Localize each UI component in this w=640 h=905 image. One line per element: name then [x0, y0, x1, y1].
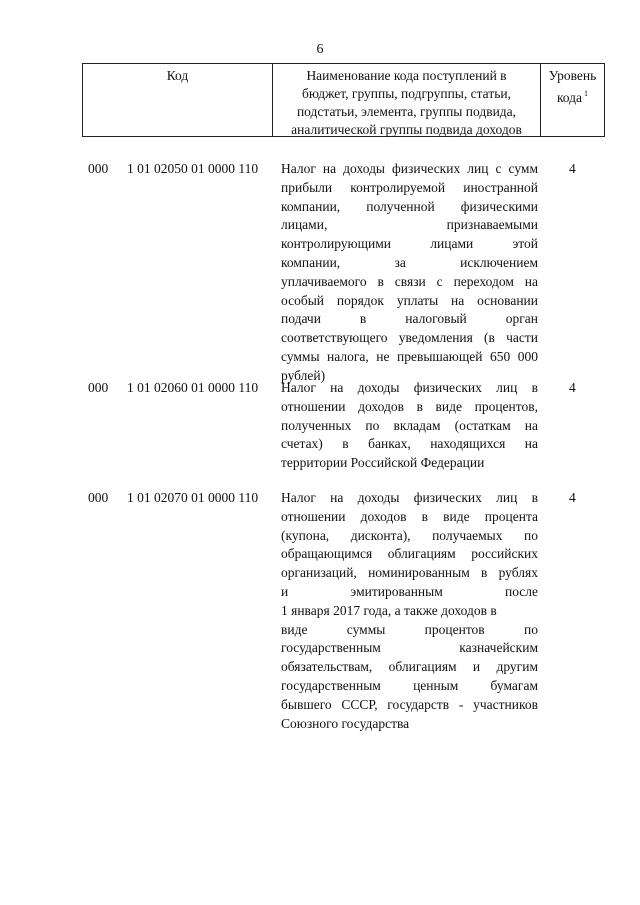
income-name-line: и эмитированным после: [281, 583, 538, 599]
income-name-line: полученных по вкладам (остаткам на: [281, 417, 538, 433]
income-name-line: бывшего СССР, государств - участников: [281, 696, 538, 712]
income-name-line: контролирующими лицами этой: [281, 236, 538, 252]
header-level-cell: [541, 64, 604, 136]
income-name-line: государственным казначейским: [281, 640, 538, 656]
header-code-cell: [83, 64, 273, 136]
table-header: [82, 63, 605, 137]
income-name-line: (купона, дисконта), получаемых по: [281, 527, 538, 543]
income-name-line: государственным ценным бумагам: [281, 677, 538, 693]
header-code-label: Код: [166, 68, 189, 83]
header-name-line: подстатьи, элемента, группы подвида,: [296, 104, 517, 119]
level-code: 4: [569, 490, 576, 505]
income-name-line: лицами, признаваемыми: [281, 217, 538, 233]
income-name-line: Союзного государства: [281, 715, 410, 731]
admin-code: 000: [88, 161, 109, 176]
income-name: [281, 489, 538, 733]
header-name-line: аналитической группы подвида доходов: [291, 122, 522, 137]
page-number: 6: [316, 42, 324, 57]
income-name-line: Налог на доходы физических лиц в: [281, 490, 538, 505]
level-code: 4: [569, 161, 576, 176]
income-name-line: Налог на доходы физических лиц в: [281, 380, 538, 395]
income-code: 1 01 02070 01 0000 110: [127, 490, 259, 505]
income-code: 1 01 02050 01 0000 110: [127, 161, 259, 176]
income-name-line: подачи в налоговый орган: [281, 311, 538, 327]
income-name-line: компании, за исключением: [281, 254, 538, 270]
income-name: [281, 160, 538, 386]
income-name-line: 1 января 2017 года, а также доходов в: [281, 602, 497, 618]
income-name-line: счетах) в банках, находящихся на: [281, 436, 538, 452]
header-name-line: бюджет, группы, подгруппы, статьи,: [302, 86, 511, 101]
income-name-line: компании, полученной физическими: [281, 198, 538, 214]
header-level-line2: кода: [556, 90, 583, 105]
admin-code: 000: [88, 490, 109, 505]
income-name-line: прибыли контролируемой иностранной: [281, 179, 538, 195]
header-name-cell: [273, 64, 541, 136]
income-name-line: обязательствам, облигациям и другим: [281, 659, 538, 675]
income-name-line: территории Российской Федерации: [281, 455, 485, 471]
income-name-line: соответствующего уведомления (в части: [281, 330, 538, 346]
income-name-line: уплачиваемого в связи с переходом на: [281, 273, 538, 289]
income-name-line: особый порядок уплаты на основании: [281, 292, 538, 308]
header-level-line1: Уровень: [548, 68, 597, 83]
level-code: 4: [569, 380, 576, 395]
income-name-line: рублей): [281, 367, 326, 383]
income-name: [281, 379, 538, 473]
income-name-line: обращающимся облигациям российских: [281, 546, 538, 562]
header-level-footnote: 1: [584, 89, 589, 98]
income-name-line: суммы налога, не превышающей 650 000: [281, 348, 538, 364]
admin-code: 000: [88, 380, 109, 395]
income-name-line: Налог на доходы физических лиц с сумм: [281, 161, 538, 176]
header-name-line: Наименование кода поступлений в: [306, 68, 507, 83]
income-name-line: виде суммы процентов по: [281, 621, 538, 637]
income-name-line: отношении доходов в виде процентов,: [281, 398, 538, 414]
income-name-line: организаций, номинированным в рублях: [281, 565, 538, 581]
income-code: 1 01 02060 01 0000 110: [127, 380, 259, 395]
income-name-line: отношении доходов в виде процента: [281, 508, 538, 524]
